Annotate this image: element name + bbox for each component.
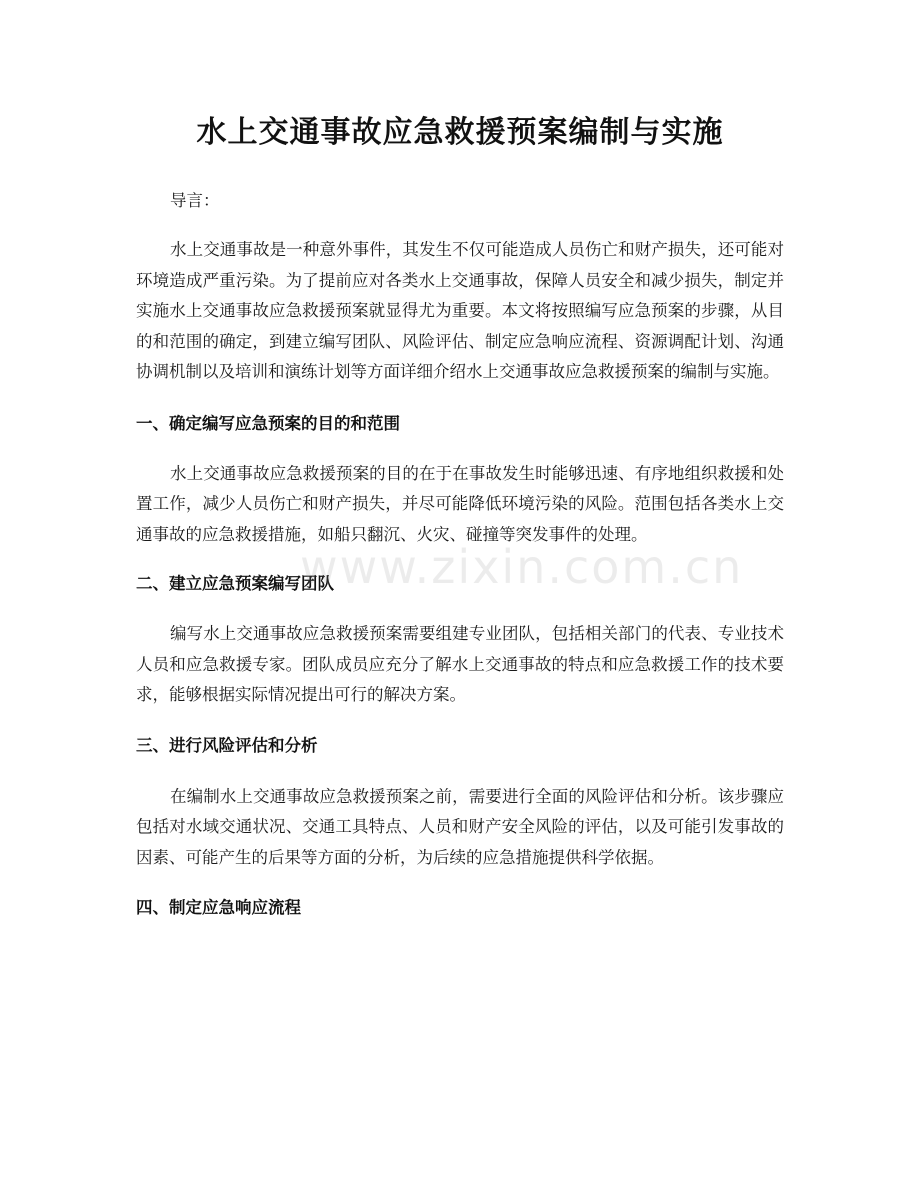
watermark: www.zixin.com.cn — [300, 540, 744, 594]
intro-paragraph: 水上交通事故是一种意外事件，其发生不仅可能造成人员伤亡和财产损失，还可能对环境造成严重污染。为了提前应对各类水上交通事故，保障人员安全和减少损失，制定并实施水上交通事故应急救援预案就显得尤为重要。本文将按照编写应急预案的步骤，从目的和范围的确定，到建立编写团队、风险评估、制定应急响应流程、资源调配计划、沟通协调机制以及培训和演练计划等方面详细介绍水上交通事故应急救援预案的编制与实施。 — [136, 240, 784, 381]
section-paragraph-3: 在编制水上交通事故应急救援预案之前，需要进行全面的风险评估和分析。该步骤应包括对水域交通状况、交通工具特点、人员和财产安全风险的评估，以及可能引发事故的因素、可能产生的后果等方面的分析，为后续的应急措施提供科学依据。 — [136, 786, 784, 867]
section-heading-4: 四、制定应急响应流程 — [136, 898, 301, 917]
intro-label: 导言： — [170, 191, 220, 210]
section-heading-2: 二、建立应急预案编写团队 — [136, 574, 334, 593]
section-paragraph-1: 水上交通事故应急救援预案的目的在于在事故发生时能够迅速、有序地组织救援和处置工作，减少人员伤亡和财产损失，并尽可能降低环境污染的风险。范围包括各类水上交通事故的应急救援措施，如船只翻沉、火灾、碰撞等突发事件的处理。 — [136, 463, 784, 544]
document-title: 水上交通事故应急救援预案编制与实施 — [196, 115, 724, 150]
section-paragraph-2: 编写水上交通事故应急救援预案需要组建专业团队，包括相关部门的代表、专业技术人员和应急救援专家。团队成员应充分了解水上交通事故的特点和应急救援工作的技术要求，能够根据实际情况提出可行的解决方案。 — [136, 624, 784, 704]
section-heading-1: 一、确定编写应急预案的目的和范围 — [136, 413, 400, 433]
section-heading-3: 三、进行风险评估和分析 — [136, 735, 318, 755]
